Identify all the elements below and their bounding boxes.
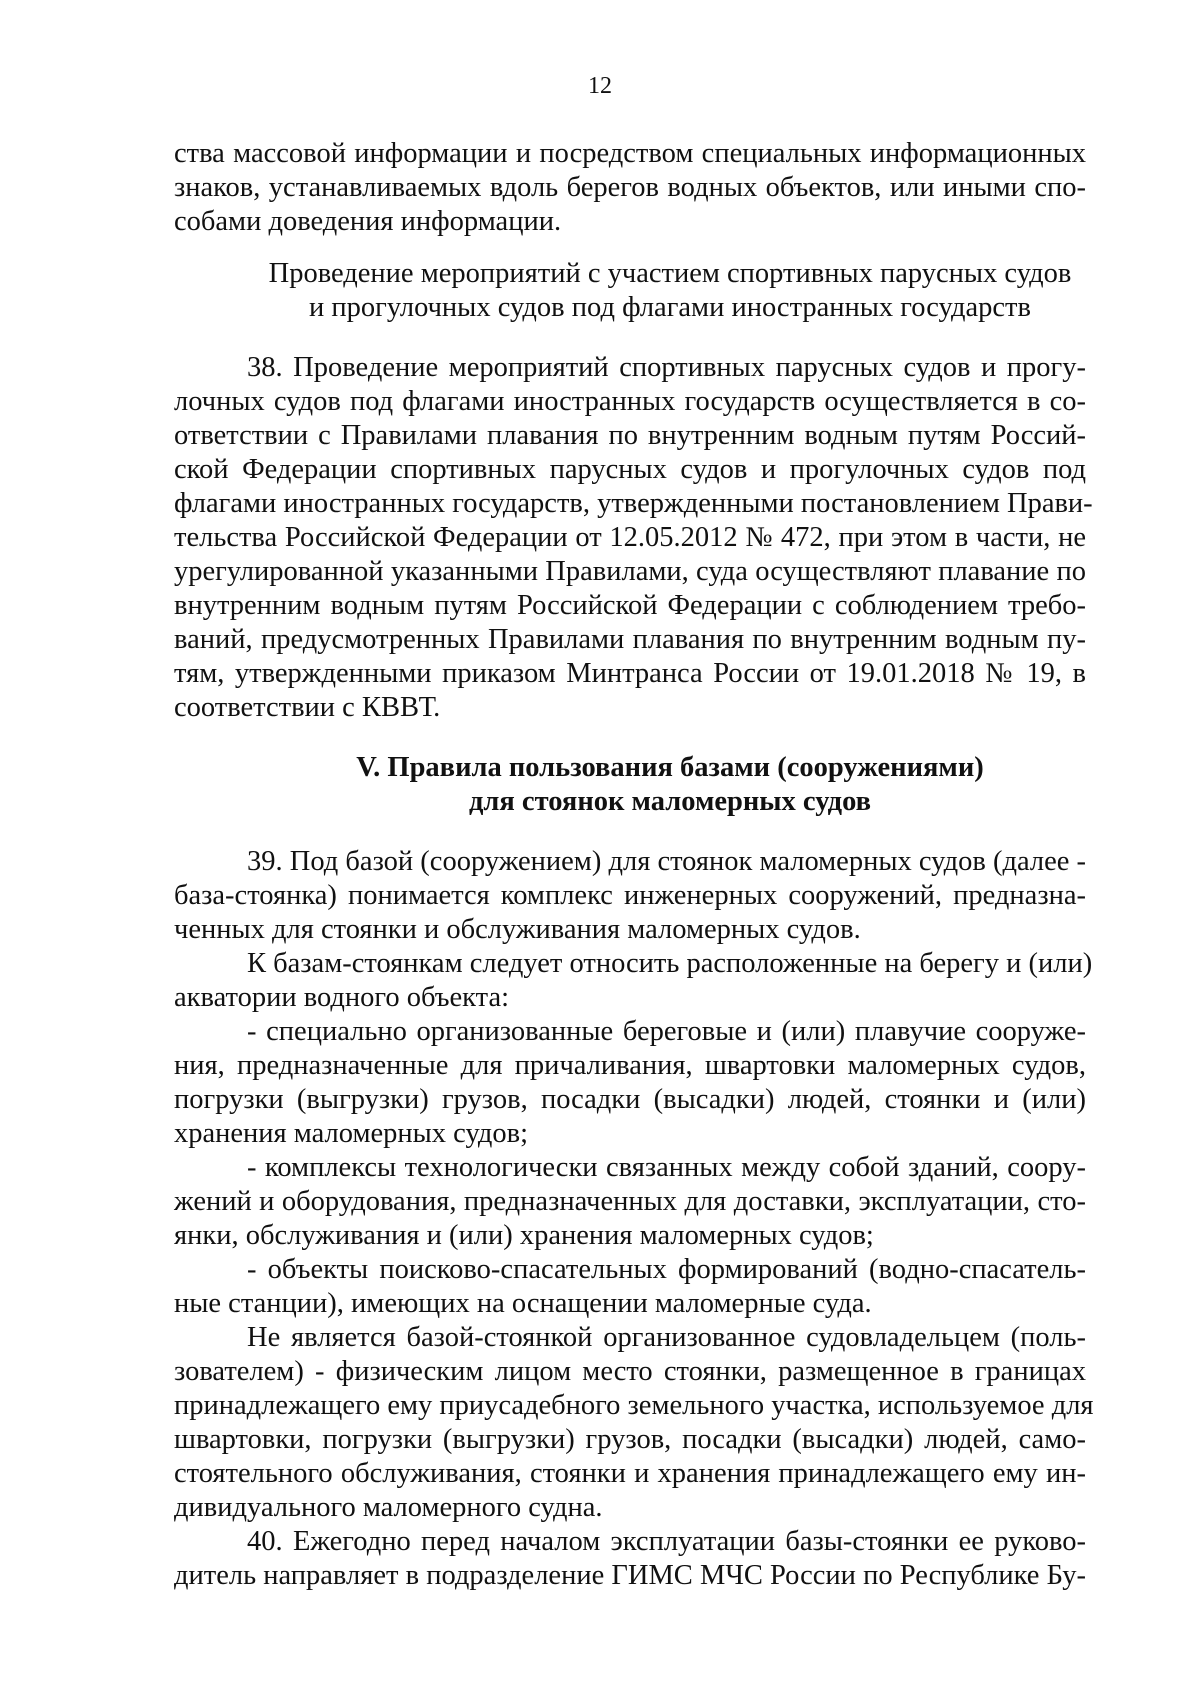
paragraph-line: стоятельного обслуживания, стоянки и хранения принадлежащего ему ин- (174, 1458, 1086, 1489)
paragraph-line: Не является базой-стоянкой организованное судовладельцем (поль- (247, 1322, 1086, 1353)
paragraph-38-line: лочных судов под флагами иностранных государств осуществляется в со- (174, 386, 1086, 417)
paragraph-line: К базам-стоянкам следует относить расположенные на берегу и (или) (247, 948, 1093, 979)
paragraph-40-line: дитель направляет в подразделение ГИМС МЧС России по Республике Бу- (174, 1560, 1086, 1591)
section-heading: V. Правила пользования базами (сооружениями) (356, 752, 984, 783)
page-number: 12 (588, 73, 612, 99)
paragraph-38-line: тельства Российской Федерации от 12.05.2012 № 472, при этом в части, не (174, 522, 1086, 553)
paragraph-38-line: урегулированной указанными Правилами, суда осуществляют плавание по (174, 556, 1086, 587)
paragraph-line: принадлежащего ему приусадебного земельного участка, используемое для (174, 1390, 1094, 1421)
list-item-line: - объекты поисково-спасательных формирований (водно-спасатель- (247, 1254, 1086, 1285)
subsection-heading: Проведение мероприятий с участием спортивных парусных судов (268, 258, 1072, 289)
paragraph-38-line: ской Федерации спортивных парусных судов и прогулочных судов под (174, 454, 1086, 485)
section-heading: для стоянок маломерных судов (468, 786, 872, 817)
paragraph-line: швартовки, погрузки (выгрузки) грузов, посадки (высадки) людей, само- (174, 1424, 1086, 1455)
paragraph-39-line: ченных для стоянки и обслуживания маломерных судов. (174, 914, 861, 945)
list-item-line: янки, обслуживания и (или) хранения маломерных судов; (174, 1220, 874, 1251)
paragraph-40-line: 40. Ежегодно перед началом эксплуатации базы-стоянки ее руково- (247, 1526, 1086, 1557)
paragraph-38-line: флагами иностранных государств, утвержденными постановлением Прави- (174, 488, 1093, 519)
paragraph-line: зователем) - физическим лицом место стоянки, размещенное в границах (174, 1356, 1086, 1387)
list-item-line: жений и оборудования, предназначенных для доставки, эксплуатации, сто- (174, 1186, 1086, 1217)
list-item-line: ния, предназначенные для причаливания, швартовки маломерных судов, (174, 1050, 1086, 1081)
list-item-line: - специально организованные береговые и (или) плавучие сооруже- (247, 1016, 1086, 1047)
list-item-line: - комплексы технологически связанных между собой зданий, соору- (247, 1152, 1086, 1183)
paragraph-38-line: соответствии с КВВТ. (174, 692, 441, 723)
paragraph-line: собами доведения информации. (174, 206, 562, 237)
paragraph-38-line: 38. Проведение мероприятий спортивных парусных судов и прогу- (247, 352, 1086, 383)
paragraph-38-line: тям, утвержденными приказом Минтранса России от 19.01.2018 № 19, в (174, 658, 1086, 689)
paragraph-39-line: 39. Под базой (сооружением) для стоянок маломерных судов (далее - (247, 846, 1086, 877)
paragraph-line: акватории водного объекта: (174, 982, 510, 1013)
paragraph-line: дивидуального маломерного судна. (174, 1492, 603, 1523)
list-item-line: ные станции), имеющих на оснащении маломерные суда. (174, 1288, 872, 1319)
paragraph-line: знаков, устанавливаемых вдоль берегов водных объектов, или иными спо- (174, 172, 1086, 203)
subsection-heading: и прогулочных судов под флагами иностранных государств (309, 292, 1031, 323)
paragraph-line: ства массовой информации и посредством специальных информационных (174, 138, 1086, 169)
list-item-line: хранения маломерных судов; (174, 1118, 529, 1149)
paragraph-38-line: ответствии с Правилами плавания по внутренним водным путям Россий- (174, 420, 1086, 451)
paragraph-39-line: база-стоянка) понимается комплекс инженерных сооружений, предназна- (174, 880, 1086, 911)
list-item-line: погрузки (выгрузки) грузов, посадки (высадки) людей, стоянки и (или) (174, 1084, 1086, 1115)
paragraph-38-line: ваний, предусмотренных Правилами плавания по внутренним водным пу- (174, 624, 1086, 655)
paragraph-38-line: внутренним водным путям Российской Федерации с соблюдением требо- (174, 590, 1086, 621)
